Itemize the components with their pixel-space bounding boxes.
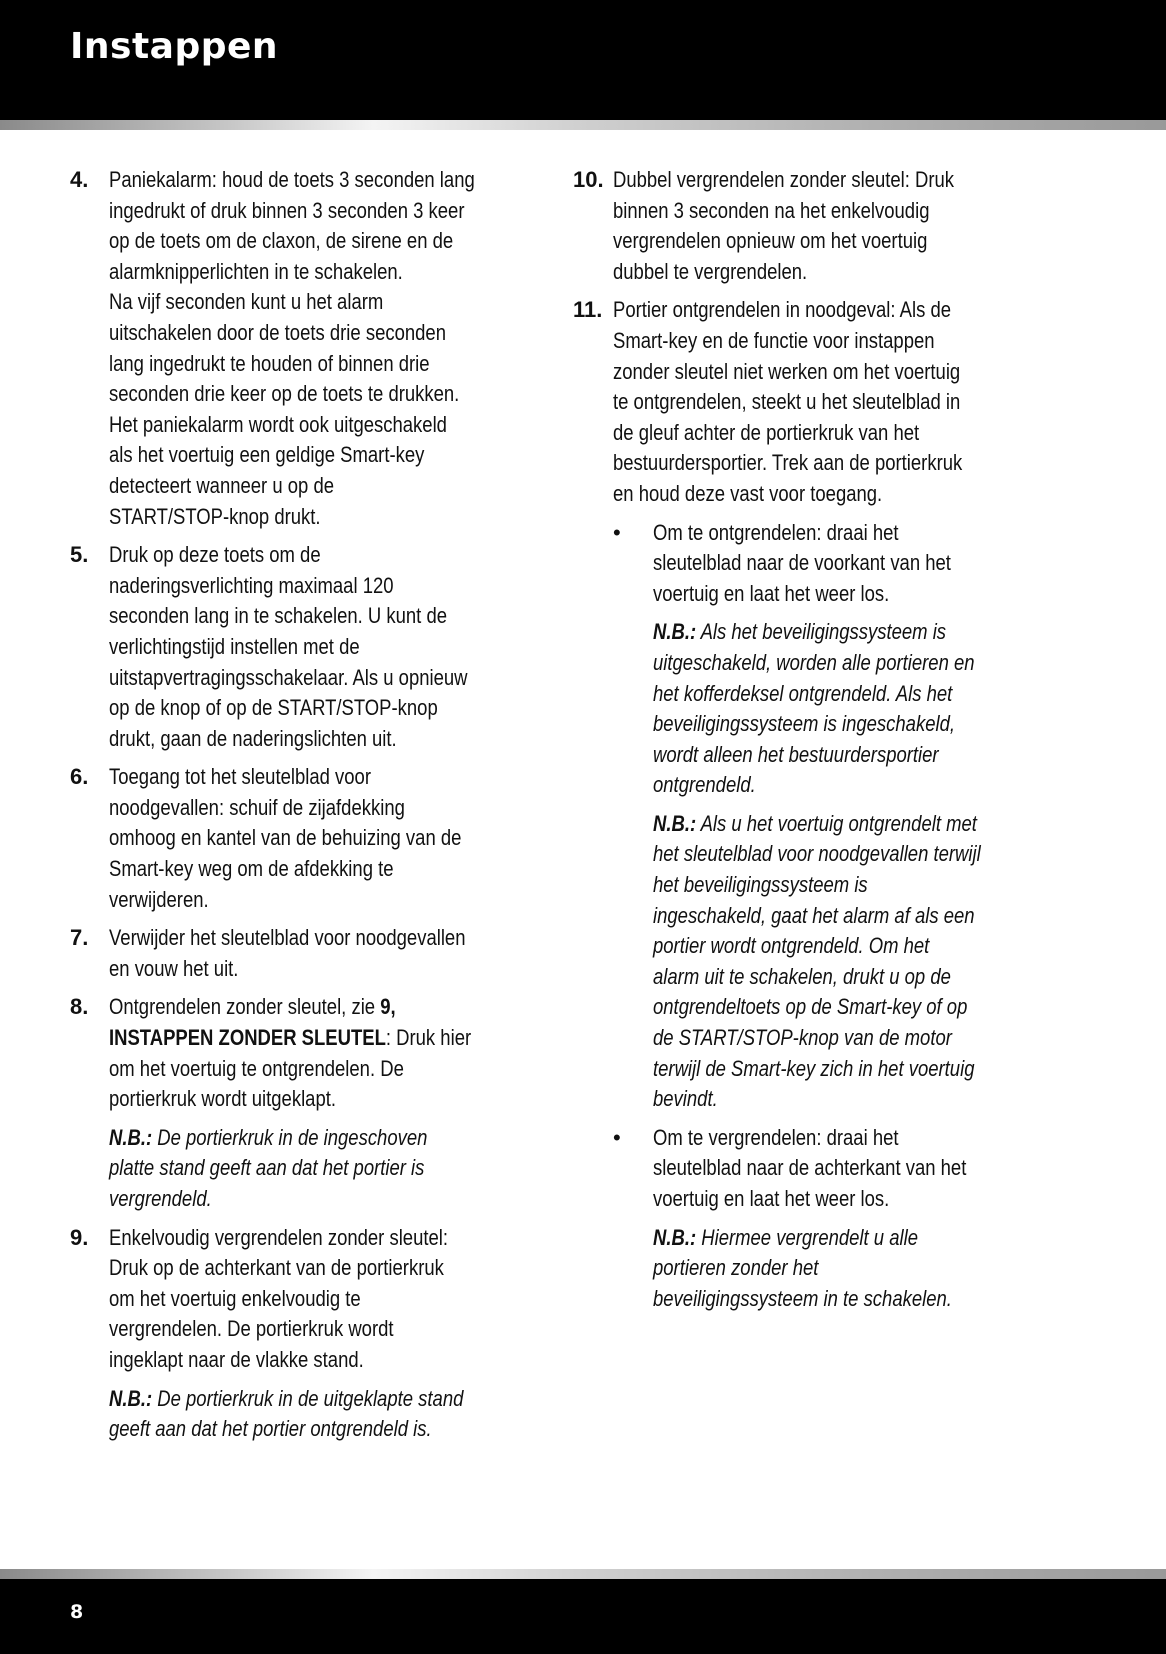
text-run: seconden drie keer op de toets te drukken. bbox=[109, 381, 460, 407]
text-line bbox=[653, 1284, 1006, 1315]
item-body bbox=[613, 165, 1073, 287]
item-number: 6. bbox=[70, 764, 89, 790]
item-number: 7. bbox=[70, 925, 89, 951]
text-line bbox=[653, 617, 1006, 648]
text-run: lang ingedrukt te houden of binnen drie bbox=[109, 350, 430, 376]
item-body bbox=[109, 992, 540, 1214]
text-run: ingeklapt naar de vlakke stand. bbox=[109, 1346, 364, 1372]
text-line bbox=[109, 601, 471, 632]
text-run: terwijl de Smart-key zich in het voertuig bbox=[653, 1055, 975, 1081]
text-line bbox=[653, 579, 1006, 610]
text-line bbox=[613, 295, 999, 326]
text-line bbox=[109, 1384, 471, 1415]
text-run: de gleuf achter de portierkruk van het bbox=[613, 419, 920, 445]
item-number: 4. bbox=[70, 167, 89, 192]
text-run: bestuurdersportier. Trek aan de portierkruk bbox=[613, 450, 963, 476]
text-line bbox=[613, 196, 999, 227]
text-run: om het voertuig te ontgrendelen. De bbox=[109, 1055, 404, 1081]
bullet-body bbox=[653, 1123, 1073, 1315]
text-run: omhoog en kantel van de behuizing van de bbox=[109, 825, 462, 851]
header-divider bbox=[0, 120, 1166, 130]
text-run: binnen 3 seconden na het enkelvoudig bbox=[613, 197, 930, 223]
text-line bbox=[613, 357, 999, 388]
text-run: uitschakelen door de toets drie seconden bbox=[109, 319, 446, 345]
item-number: 10. bbox=[573, 167, 604, 192]
text-run: bevindt. bbox=[653, 1086, 718, 1112]
text-run: te ontgrendelen, steekt u het sleutelblad in bbox=[613, 389, 961, 415]
text-line bbox=[653, 1023, 1006, 1054]
text-line bbox=[109, 257, 471, 288]
text-line bbox=[109, 410, 471, 441]
text-run: De portierkruk in de ingeschoven bbox=[152, 1124, 428, 1150]
text-run: Enkelvoudig vergrendelen zonder sleutel: bbox=[109, 1224, 449, 1250]
text-line bbox=[653, 709, 1006, 740]
text-run: Smart-key weg om de afdekking te bbox=[109, 856, 394, 882]
text-run: en houd deze vast voor toegang. bbox=[613, 480, 883, 506]
text-run: Smart-key en de functie voor instappen bbox=[613, 327, 935, 353]
text-run: naderingsverlichting maximaal 120 bbox=[109, 572, 394, 598]
text-line bbox=[109, 823, 471, 854]
note bbox=[109, 1123, 540, 1215]
text-line bbox=[109, 1123, 471, 1154]
text-run: Om te vergrendelen: draai het bbox=[653, 1124, 899, 1150]
item-body bbox=[613, 295, 1073, 1314]
text-run: ontgrendeltoets op de Smart-key of op bbox=[653, 994, 968, 1020]
text-line bbox=[109, 1253, 471, 1284]
text-line bbox=[613, 387, 999, 418]
text-line bbox=[109, 1284, 471, 1315]
text-run: Portier ontgrendelen in noodgeval: Als de bbox=[613, 297, 952, 323]
text-line bbox=[109, 440, 471, 471]
text-run: vergrendelen opnieuw om het voertuig bbox=[613, 228, 928, 254]
list-item bbox=[70, 540, 540, 754]
text-run: ingedrukt of druk binnen 3 seconden 3 keer bbox=[109, 197, 465, 223]
text-line bbox=[653, 548, 1006, 579]
text-run: verlichtingstijd instellen met de bbox=[109, 633, 360, 659]
text-line bbox=[653, 839, 1006, 870]
text-run: platte stand geeft aan dat het portier is bbox=[109, 1155, 425, 1181]
text-line bbox=[109, 954, 471, 985]
text-line bbox=[109, 287, 471, 318]
text-line bbox=[109, 1414, 471, 1445]
text-line bbox=[613, 326, 999, 357]
text-line bbox=[109, 349, 471, 380]
text-line bbox=[109, 571, 471, 602]
text-line bbox=[109, 540, 471, 571]
text-line bbox=[109, 1054, 471, 1085]
text-line bbox=[653, 679, 1006, 710]
text-line bbox=[109, 196, 471, 227]
note bbox=[653, 617, 1073, 801]
text-line bbox=[109, 165, 475, 196]
list-item bbox=[70, 1223, 540, 1445]
list-item bbox=[573, 165, 1073, 287]
text-run: als het voertuig een geldige Smart-key bbox=[109, 442, 425, 468]
text-run: Ontgrendelen zonder sleutel, zie bbox=[109, 994, 381, 1020]
text-line bbox=[109, 502, 471, 533]
text-line bbox=[613, 226, 999, 257]
text-run: het beveiligingssysteem is bbox=[653, 872, 868, 898]
text-run: vergrendeld. bbox=[109, 1186, 212, 1211]
note-label: N.B.: bbox=[109, 1385, 153, 1411]
text-run: seconden lang in te schakelen. U kunt de bbox=[109, 603, 448, 629]
left-column bbox=[70, 165, 540, 1453]
bold-text: INSTAPPEN ZONDER SLEUTEL bbox=[109, 1025, 386, 1051]
text-run: portierkruk wordt uitgeklapt. bbox=[109, 1086, 336, 1112]
text-line bbox=[653, 870, 1006, 901]
item-number: 9. bbox=[70, 1224, 89, 1250]
list-item bbox=[70, 165, 540, 532]
text-run: beveiligingssysteem is ingeschakeld, bbox=[653, 711, 956, 737]
text-line bbox=[653, 992, 1006, 1023]
text-line bbox=[109, 762, 471, 793]
text-line bbox=[613, 418, 999, 449]
item-body bbox=[109, 762, 540, 915]
page-number: 8 bbox=[70, 1601, 84, 1623]
text-line bbox=[109, 1084, 471, 1115]
page-footer bbox=[0, 1579, 1166, 1654]
note-label: N.B.: bbox=[653, 810, 697, 836]
text-line bbox=[109, 724, 471, 755]
text-line bbox=[109, 854, 471, 885]
text-line bbox=[109, 693, 471, 724]
page-header bbox=[0, 0, 1166, 120]
item-number: 8. bbox=[70, 994, 89, 1020]
text-line bbox=[109, 471, 471, 502]
text-run: detecteert wanneer u op de bbox=[109, 472, 335, 498]
text-run: op de knop of op de START/STOP-knop bbox=[109, 695, 438, 721]
text-line bbox=[109, 226, 471, 257]
text-run: geeft aan dat het portier ontgrendeld is. bbox=[109, 1416, 432, 1442]
bullet-item bbox=[613, 1123, 1073, 1315]
bullet-icon: • bbox=[613, 1124, 621, 1150]
note bbox=[653, 1223, 1073, 1315]
bullet-item bbox=[613, 518, 1073, 1115]
text-line bbox=[653, 1253, 1006, 1284]
text-line bbox=[109, 923, 471, 954]
footer-divider bbox=[0, 1569, 1166, 1579]
text-line bbox=[653, 740, 1006, 771]
text-line bbox=[653, 1184, 1006, 1215]
text-line bbox=[653, 1123, 1006, 1154]
text-run: portieren zonder het bbox=[653, 1255, 819, 1281]
item-number: 5. bbox=[70, 542, 89, 568]
text-run: De portierkruk in de uitgeklapte stand bbox=[152, 1385, 464, 1411]
text-run: Om te ontgrendelen: draai het bbox=[653, 519, 899, 545]
text-line bbox=[109, 1153, 471, 1184]
note-label: N.B.: bbox=[109, 1124, 153, 1150]
right-column bbox=[573, 165, 1073, 1322]
text-run: Toegang tot het sleutelblad voor bbox=[109, 764, 371, 790]
text-run: : Druk hier bbox=[385, 1025, 472, 1051]
note-label: N.B.: bbox=[653, 1224, 697, 1250]
page-title: Instappen bbox=[70, 26, 279, 67]
text-run: de START/STOP-knop van de motor bbox=[653, 1025, 952, 1051]
item-body bbox=[109, 540, 540, 754]
text-line bbox=[653, 809, 1006, 840]
text-run: verwijderen. bbox=[109, 886, 209, 912]
text-line bbox=[653, 962, 1006, 993]
text-line bbox=[109, 885, 471, 916]
note bbox=[653, 809, 1073, 1115]
text-run: sleutelblad naar de achterkant van het bbox=[653, 1155, 967, 1181]
text-run: START/STOP-knop drukt. bbox=[109, 503, 321, 529]
text-run: Als het beveiligingssysteem is bbox=[696, 619, 947, 645]
text-line bbox=[109, 1314, 471, 1345]
bullet-body bbox=[653, 518, 1073, 1115]
text-line bbox=[613, 257, 999, 288]
text-line bbox=[653, 1153, 1006, 1184]
bullet-icon: • bbox=[613, 519, 621, 545]
text-run: portier wordt ontgrendeld. Om het bbox=[653, 933, 930, 959]
text-run: sleutelblad naar de voorkant van het bbox=[653, 550, 951, 576]
text-run: Na vijf seconden kunt u het alarm bbox=[109, 289, 384, 315]
text-line bbox=[653, 770, 1006, 801]
item-body bbox=[109, 923, 540, 984]
text-run: uitstapvertragingsschakelaar. Als u opnieuw bbox=[109, 664, 468, 690]
text-run: Druk op deze toets om de bbox=[109, 542, 321, 568]
text-run: uitgeschakeld, worden alle portieren en bbox=[653, 649, 975, 675]
text-run: dubbel te vergrendelen. bbox=[613, 258, 808, 284]
text-run: ingeschakeld, gaat het alarm af als een bbox=[653, 902, 975, 928]
text-line bbox=[109, 632, 471, 663]
text-run: wordt alleen het bestuurdersportier bbox=[653, 741, 939, 767]
item-body bbox=[109, 165, 540, 532]
bold-text: 9, bbox=[380, 994, 396, 1020]
text-line bbox=[109, 663, 471, 694]
item-number: 11. bbox=[573, 297, 603, 323]
text-line bbox=[613, 479, 999, 510]
text-run: noodgevallen: schuif de zijafdekking bbox=[109, 794, 405, 820]
text-run: Dubbel vergrendelen zonder sleutel: Druk bbox=[613, 167, 955, 192]
text-line bbox=[109, 1345, 471, 1376]
text-line bbox=[613, 448, 999, 479]
text-run: Druk op de achterkant van de portierkruk bbox=[109, 1255, 444, 1281]
text-line bbox=[109, 1023, 471, 1054]
text-line bbox=[109, 992, 471, 1023]
text-run: Het paniekalarm wordt ook uitgeschakeld bbox=[109, 411, 447, 437]
text-line bbox=[109, 793, 471, 824]
list-item bbox=[573, 295, 1073, 1314]
text-line bbox=[653, 901, 1006, 932]
text-line bbox=[653, 648, 1006, 679]
list-item bbox=[70, 992, 540, 1214]
text-line bbox=[109, 379, 471, 410]
list-item bbox=[70, 923, 540, 984]
text-run: zonder sleutel niet werken om het voertuig bbox=[613, 358, 961, 384]
text-run: Paniekalarm: houd de toets 3 seconden lang bbox=[109, 167, 475, 192]
text-run: alarmknipperlichten in te schakelen. bbox=[109, 258, 403, 284]
text-line bbox=[109, 1223, 471, 1254]
text-run: alarm uit te schakelen, drukt u op de bbox=[653, 963, 951, 989]
list-item bbox=[70, 762, 540, 915]
note-label: N.B.: bbox=[653, 619, 697, 645]
text-run: het sleutelblad voor noodgevallen terwijl bbox=[653, 841, 981, 867]
text-run: drukt, gaan de naderingslichten uit. bbox=[109, 725, 397, 751]
note bbox=[109, 1384, 540, 1445]
text-line bbox=[653, 931, 1006, 962]
text-run: voertuig en laat het weer los. bbox=[653, 580, 890, 606]
text-run: voertuig en laat het weer los. bbox=[653, 1186, 890, 1211]
text-run: vergrendelen. De portierkruk wordt bbox=[109, 1316, 394, 1342]
text-line bbox=[653, 1054, 1006, 1085]
text-run: Als u het voertuig ontgrendelt met bbox=[696, 810, 977, 836]
text-line bbox=[109, 318, 471, 349]
text-run: om het voertuig enkelvoudig te bbox=[109, 1285, 361, 1311]
text-line bbox=[653, 1223, 1006, 1254]
text-run: het kofferdeksel ontgrendeld. Als het bbox=[653, 680, 953, 706]
text-run: ontgrendeld. bbox=[653, 772, 756, 798]
text-line bbox=[653, 1084, 1006, 1115]
text-run: Verwijder het sleutelblad voor noodgevallen bbox=[109, 925, 466, 951]
item-body bbox=[109, 1223, 540, 1445]
text-line bbox=[109, 1184, 471, 1215]
text-run: Hiermee vergrendelt u alle bbox=[696, 1224, 918, 1250]
text-run: en vouw het uit. bbox=[109, 955, 239, 981]
text-run: op de toets om de claxon, de sirene en de bbox=[109, 228, 454, 254]
text-line bbox=[613, 165, 999, 196]
text-line bbox=[653, 518, 1006, 549]
text-run: beveiligingssysteem in te schakelen. bbox=[653, 1285, 952, 1311]
